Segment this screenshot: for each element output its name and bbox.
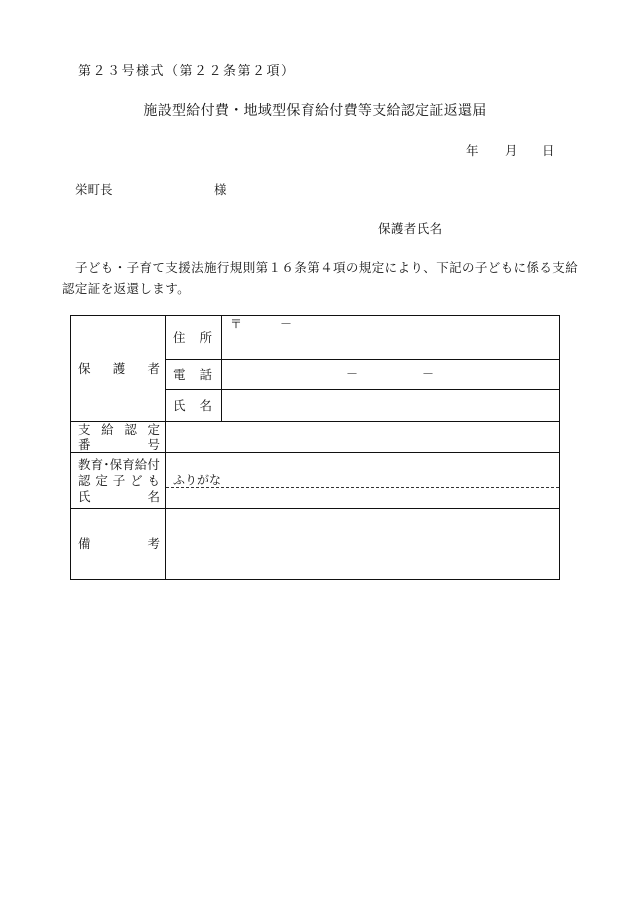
label-char: 給 — [134, 456, 148, 472]
certification-number-label-cell — [71, 422, 166, 453]
address-value-cell — [222, 316, 560, 360]
label-char: 護 — [112, 360, 126, 376]
label-char: ど — [130, 472, 143, 488]
label-char: 保 — [109, 456, 123, 472]
label-char: 付 — [147, 456, 160, 472]
remarks-row — [71, 509, 560, 580]
label-char: 保 — [78, 360, 91, 376]
guardian-name-label: 保護者氏名 — [378, 221, 443, 236]
addressee-honorific: 様 — [214, 182, 227, 197]
label-char: 号 — [147, 437, 160, 452]
remarks-label-cell — [71, 509, 166, 580]
child-name-label-line — [71, 473, 165, 489]
child-name-row — [71, 453, 560, 509]
postal-code-separator: － — [280, 317, 293, 331]
name-value-cell — [222, 390, 560, 422]
child-name-value-cell — [166, 453, 560, 509]
name-label-cell — [166, 390, 222, 422]
label-char: 考 — [147, 536, 160, 551]
address-field — [222, 316, 559, 359]
label-char: 育 — [122, 456, 135, 472]
label-char: も — [147, 472, 160, 488]
addressee-name: 栄町長 — [75, 182, 113, 197]
body-paragraph-line: 子ども・子育て支援法施行規則第１６条第４項の規定により、下記の子どもに係る支給 — [75, 260, 579, 275]
label-char: 氏 — [78, 488, 91, 504]
label-char: 認 — [124, 422, 137, 437]
phone-separator: － — [346, 367, 359, 381]
furigana-label: ふりがな — [173, 473, 222, 487]
form-number: 第２３号様式（第２２条第２項） — [78, 64, 296, 79]
phone-separator: － — [422, 367, 435, 381]
label-char: 定 — [147, 422, 160, 437]
certification-number-label-line — [71, 437, 165, 452]
label-char: 所 — [199, 329, 212, 345]
furigana-line — [166, 473, 559, 488]
label-char: 給 — [101, 422, 114, 437]
name-label — [166, 398, 221, 414]
label-char: 者 — [147, 360, 160, 376]
label-char: 氏 — [173, 397, 186, 413]
date-month-label: 月 — [505, 143, 518, 158]
address-label-cell — [166, 316, 222, 360]
child-name-label-line — [71, 489, 165, 505]
certification-number-label-line — [71, 422, 165, 437]
certification-number-row — [71, 422, 560, 453]
phone-label — [166, 367, 221, 383]
postal-mark: 〒 — [230, 317, 243, 331]
label-char: 電 — [173, 366, 186, 382]
label-char: 子 — [112, 472, 126, 488]
label-char: 認 — [78, 472, 91, 488]
label-char: 備 — [78, 536, 91, 551]
guardian-address-row — [71, 316, 560, 360]
phone-label-cell — [166, 360, 222, 390]
child-name-label-line — [71, 457, 165, 473]
body-paragraph-line: 認定証を返還します。 — [62, 281, 191, 296]
address-label — [166, 330, 221, 346]
label-char: 育 — [90, 456, 104, 472]
label-char: 番 — [78, 437, 91, 452]
label-char: 教 — [78, 456, 91, 472]
label-char: 住 — [173, 329, 186, 345]
guardian-label-cell — [71, 316, 166, 422]
phone-value-cell — [222, 360, 560, 390]
remarks-value-cell — [166, 509, 560, 580]
label-char: ･ — [103, 456, 110, 472]
label-char: 名 — [147, 488, 160, 504]
label-char: 話 — [199, 366, 212, 382]
label-char: 支 — [78, 422, 91, 437]
child-name-label-cell — [71, 453, 166, 509]
guardian-label — [71, 361, 165, 377]
label-char: 名 — [199, 397, 212, 413]
form-table — [70, 315, 560, 580]
label-char: 定 — [95, 472, 108, 488]
phone-field — [222, 360, 559, 389]
date-year-label: 年 — [466, 143, 479, 158]
certification-number-value-cell — [166, 422, 560, 453]
date-day-label: 日 — [542, 143, 555, 158]
form-title: 施設型給付費・地域型保育給付費等支給認定証返還届 — [143, 103, 487, 119]
remarks-label — [71, 536, 165, 552]
